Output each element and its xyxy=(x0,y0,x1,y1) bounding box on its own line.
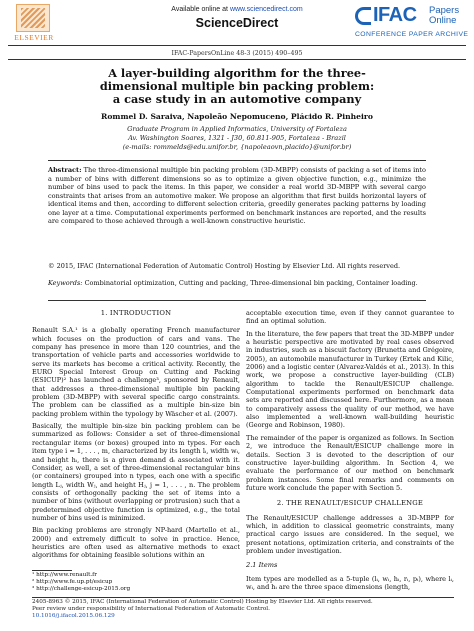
title-line: a case study in an automotive company xyxy=(112,92,362,106)
doi-link[interactable]: 10.1016/j.ifacol.2015.06.129 xyxy=(32,613,115,619)
keywords-label: Keywords: xyxy=(48,279,83,287)
elsevier-tree-icon xyxy=(16,4,50,32)
section-heading: 1. INTRODUCTION xyxy=(100,309,172,317)
availability-line xyxy=(122,6,352,13)
ifac-arc-icon xyxy=(355,7,371,25)
paragraph: Bin packing problems are strongly NP-hard (Martello et al., 2000) and extremely difficult to solve in practice. Hence, heuristics are often used as alternative methods to exact algorithms for obtaining feasible solutions within an xyxy=(32,526,240,560)
footnote-rule xyxy=(32,570,72,571)
affiliation-line: Av. Washington Soares, 1321 - J30, 60.811-905, Fortaleza - Brazil xyxy=(128,134,346,142)
paper-title xyxy=(60,67,414,106)
bottom-rule xyxy=(32,597,454,598)
issn-line: 2405-8963 © 2015, IFAC (International Federation of Automatic Control) Hosting by Elsevier Ltd. All rights reserved. xyxy=(32,599,373,605)
paragraph: The remainder of the paper is organized as follows. In Section 2, we introduce the Renault/ESICUP challenge more in details. Section 3 is devoted to the description of our constructive layer-building algorithm. In Section 4, we evaluate the performance of our method on benchmark problem instances. Some final remarks and comments on future work conclude the paper with Section 5. xyxy=(246,433,454,492)
keywords-text: Combinatorial optimization, Cutting and packing, Three-dimensional bin packing, Container loading. xyxy=(84,279,418,287)
availability-prefix: Available online at xyxy=(171,6,230,13)
left-column xyxy=(32,309,240,560)
abstract xyxy=(48,166,426,226)
sciencedirect-logo: ScienceDirect xyxy=(195,16,279,30)
abstract-text: The three-dimensional multiple bin packing problem (3D-MBPP) consists of packing a set of items into a number of bins with different dimensions so as to optimize a given objective function, e.g., minimize the number of bins used to pack the items. In this paper, we consider a real world 3D-MBPP with several cargo constraints that arises from an automotive maker. We propose an algorithm that first builds horizontal layers of identical items and then, according to different selection criteria, greedily generates packing patterns by loading one layer at a time. Computational experiments performed on benchmark instances are reported, and the results are compared to those achieved through a well-known constructive heuristic. xyxy=(48,166,426,226)
online-word: Online xyxy=(429,15,457,26)
footnote: ¹ http://www.renault.fr xyxy=(32,572,97,578)
section-heading: 2. THE RENAULT/ESICUP CHALLENGE xyxy=(276,499,424,508)
publisher-footer xyxy=(32,599,454,620)
copyright-notice: © 2015, IFAC (International Federation of Automatic Control) Hosting by Elsevier Ltd. All rights reserved. xyxy=(48,262,401,270)
right-column xyxy=(246,309,454,591)
footnote: ² http://www.fe.up.pt/esicup xyxy=(32,578,113,585)
journal-line: IFAC-PapersOnLine 48-3 (2015) 490–495 xyxy=(171,50,303,57)
papers-online-wordmark xyxy=(429,6,459,26)
header-rule xyxy=(8,45,466,46)
abstract-label: Abstract: xyxy=(48,166,82,174)
paragraph: Renault S.A.¹ is a globally operating French manufacturer which focuses on the production of cars and vans. The company has presence in more than 120 countries, and the transportation of vehicle parts and accessories worldwide to serve its markets has become a critical activity. Recently, the EURO Special Interest Group on Cutting and Packing (ESICUP)² has launched a challenge³, sponsored by Renault, that addresses a three-dimensional multiple bin packing problem (3D-MBPP) with several specific cargo constraints. The problem can be classified as a multiple bin-size bin packing problem within the typology by Wäscher et al. (2007). xyxy=(32,326,240,418)
ifac-papersonline-logo xyxy=(355,4,467,42)
conference-archive-label: CONFERENCE PAPER ARCHIVE xyxy=(355,31,469,38)
author-list: Rommel D. Saraiva, Napoleão Nepomuceno, Plácido R. Pinheiro xyxy=(101,112,373,121)
paragraph: The Renault/ESICUP challenge addresses a 3D-MBPP for which, in addition to classical geometric constraints, many practical cargo issues are considered. In the sequel, we present notations, optimization criteria, and constraints of the problem under investigation. xyxy=(246,513,454,555)
abstract-bottom-rule xyxy=(48,300,426,301)
title-line: dimensional multiple bin packing problem: xyxy=(99,79,375,93)
abstract-top-rule xyxy=(48,160,426,161)
page-header xyxy=(0,0,474,44)
footnote: ³ http://challenge-esicup-2015.org xyxy=(32,585,131,592)
elsevier-logo xyxy=(8,4,60,42)
footnotes xyxy=(32,572,240,592)
title-line: A layer-building algorithm for the three- xyxy=(108,66,366,80)
paragraph: acceptable execution time, even if they cannot guarantee to find an optimal solution. xyxy=(246,309,454,326)
paragraph: Item types are modelled as a 5-tuple (lᵢ, wᵢ, hᵢ, rᵢ, pᵢ), where lᵢ, wᵢ, and hᵢ are the three space dimensions (length, xyxy=(246,574,454,591)
paragraph: In the literature, the few papers that treat the 3D-MBPP under a heuristic perspective are motivated by real cases observed in industries, such as a biscuit factory (Brunetta and Grégoire, 2005), an automobile manufacturer in Turkey (Ertek and Kilic, 2006) and a logistic center (Alvarez-Valdés et al., 2013). In this work, we propose a constructive layer-building (CLB) algorithm to tackle the Renault/ESICUP challenge. Computational experiments performed on benchmark data sets are reported and discussed here. Furthermore, as a mean to comparatively assess the quality of our method, we have also implemented a well-known wall-building heuristic (George and Robinson, 1980). xyxy=(246,329,454,430)
paragraph: Basically, the multiple bin-size bin packing problem can be summarized as follows: Consider a set of three-dimensional rectangular items (or boxes) grouped into m types. For each item type i = 1, . . . , m, characterized by its length lᵢ, width wᵢ, and height hᵢ, there is a given demand dᵢ associated with it. Consider, as well, a set of three-dimensional rectangular bins (or containers) grouped into n types, each one with a specific length Lⱼ, width Wⱼ, and height Hⱼ, j = 1, . . . , n. The problem consists of orthogonally packing the set of items into a number of bins (without overlapping or protrusion) such that a predetermined objective function is optimized, e.g., the total number of bins used is minimized. xyxy=(32,422,240,522)
subsection-heading: 2.1 Items xyxy=(246,561,278,570)
papers-word: Papers xyxy=(429,5,460,16)
title-rule xyxy=(8,59,466,60)
keywords xyxy=(48,279,426,288)
elsevier-wordmark: ELSEVIER xyxy=(14,33,54,42)
ifac-wordmark: IFAC xyxy=(373,4,417,26)
affiliation-email: (e-mails: rommelds@edu.unifor.br, {napoleaovn,placido}@unifor.br) xyxy=(122,143,352,151)
affiliation-line: Graduate Program in Applied Informatics, University of Fortaleza xyxy=(127,125,347,133)
peer-review-line: Peer review under responsibility of International Federation of Automatic Control. xyxy=(32,606,270,612)
sciencedirect-link[interactable]: www.sciencedirect.com xyxy=(229,6,303,13)
